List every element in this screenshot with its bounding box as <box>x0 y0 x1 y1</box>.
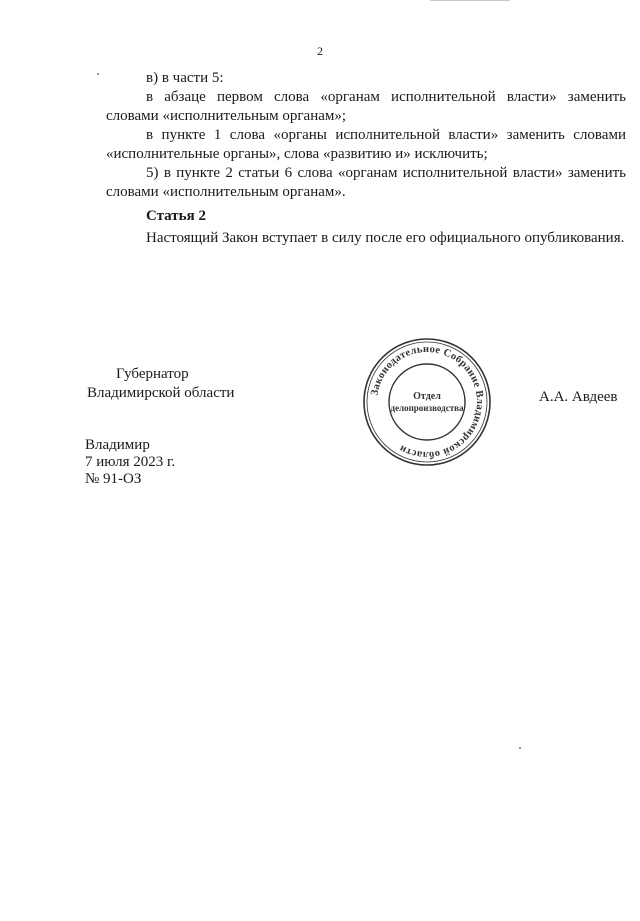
signatory-title: Губернатор <box>116 366 189 382</box>
stamp-inner-ring <box>389 364 465 440</box>
paragraph-point1: в пункте 1 слова «органы исполнительной власти» заменить словами «исполнительные органы», слова «развитию и» исключить; <box>106 127 626 162</box>
amendments-text <box>106 69 626 202</box>
scan-speck <box>519 747 521 749</box>
law-number: № 91-ОЗ <box>85 471 142 487</box>
scan-edge-line <box>430 0 510 1</box>
paragraph-part5: в) в части 5: <box>146 70 224 86</box>
paragraph-article6: 5) в пункте 2 статьи 6 слова «органам исполнительной власти» заменить словами «исполнительным органам». <box>106 165 626 200</box>
signatory-region: Владимирской области <box>87 385 235 401</box>
signatory-name: А.А. Авдеев <box>539 389 618 405</box>
article-2-body <box>106 229 626 248</box>
stamp-ring-text: Законодательное Собрание Владимирской области <box>369 343 486 461</box>
article-2-text: Настоящий Закон вступает в силу после его официального опубликования. <box>146 230 625 246</box>
stamp-center-line1: Отдел <box>413 391 441 402</box>
page-number: 2 <box>317 44 323 58</box>
stamp-center-line2: делопроизводства <box>390 403 464 413</box>
law-date: 7 июля 2023 г. <box>85 454 176 470</box>
stamp-outer-ring-inner <box>367 342 487 462</box>
scan-speck <box>97 73 99 75</box>
stamp-outer-ring <box>364 339 490 465</box>
article-2-title: Статья 2 <box>146 208 206 224</box>
official-stamp-seal <box>360 335 494 469</box>
city: Владимир <box>85 437 150 453</box>
paragraph-first-abzats: в абзаце первом слова «органам исполнительной власти» заменить словами «исполнительным органам»; <box>106 89 626 124</box>
place-date-block <box>85 437 175 488</box>
